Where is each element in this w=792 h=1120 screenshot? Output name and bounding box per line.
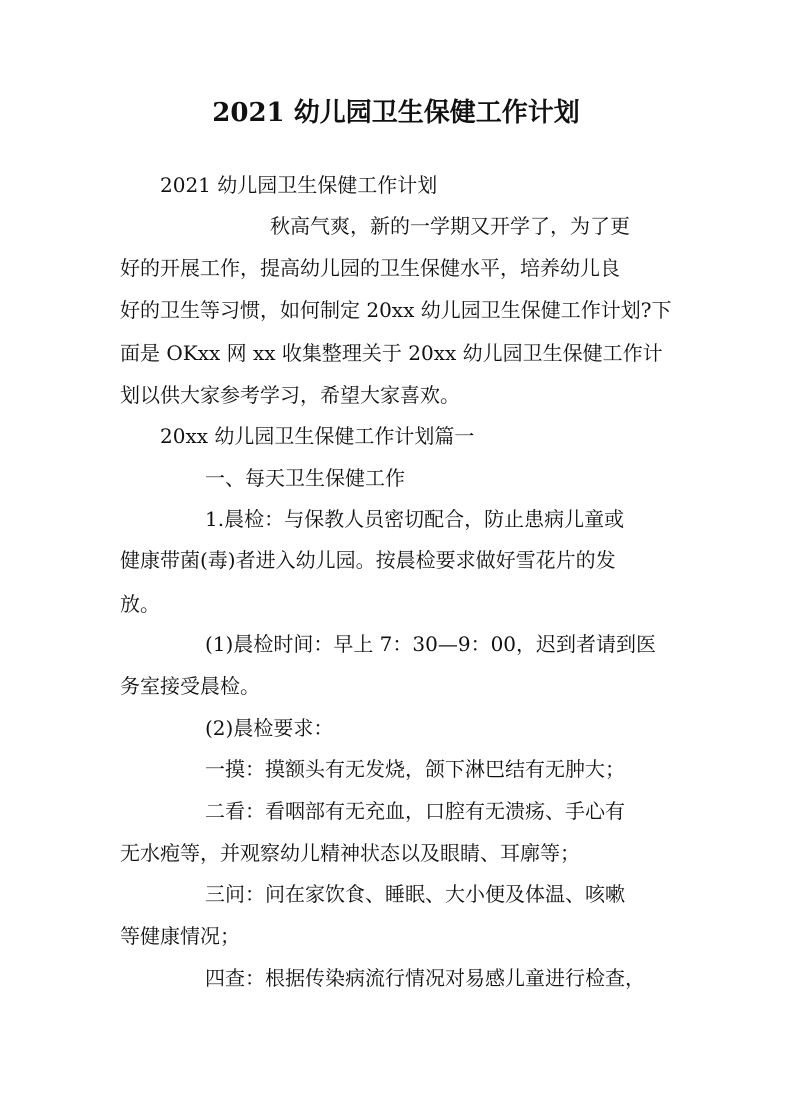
text-line: (2)晨检要求： xyxy=(205,716,334,740)
text-line: 二看：看咽部有无充血，口腔有无溃疡、手心有 xyxy=(205,799,625,823)
text-line: 一、每天卫生保健工作 xyxy=(205,466,405,490)
text-line: 好的开展工作，提高幼儿园的卫生保健水平，培养幼儿良 xyxy=(120,256,620,280)
text-line: 1.晨检：与保教人员密切配合，防止患病儿童或 xyxy=(205,507,625,531)
text-line: 放。 xyxy=(120,592,160,616)
text-line: 等健康情况； xyxy=(120,924,240,948)
text-line: 四查：根据传染病流行情况对易感儿童进行检查， xyxy=(205,966,645,990)
text-line: 2021 幼儿园卫生保健工作计划 xyxy=(160,173,438,197)
text-line: 三问：问在家饮食、睡眠、大小便及体温、咳嗽 xyxy=(205,882,625,906)
text-line: (1)晨检时间：早上 7：30—9：00，迟到者请到医 xyxy=(205,632,657,656)
text-line: 好的卫生等习惯，如何制定 20xx 幼儿园卫生保健工作计划?下 xyxy=(120,298,672,322)
document-title: 2021 幼儿园卫生保健工作计划 xyxy=(212,98,580,128)
text-line: 面是 OKxx 网 xx 收集整理关于 20xx 幼儿园卫生保健工作计 xyxy=(120,341,663,365)
text-line: 健康带菌(毒)者进入幼儿园。按晨检要求做好雪花片的发 xyxy=(120,548,616,572)
text-line: 划以供大家参考学习，希望大家喜欢。 xyxy=(120,383,460,407)
text-line: 20xx 幼儿园卫生保健工作计划篇一 xyxy=(160,424,475,448)
text-line: 无水疱等，并观察幼儿精神状态以及眼睛、耳廓等； xyxy=(120,841,580,865)
text-line: 秋高气爽，新的一学期又开学了，为了更 xyxy=(270,214,630,238)
text-line: 务室接受晨检。 xyxy=(120,674,260,698)
text-line: 一摸：摸额头有无发烧，颌下淋巴结有无肿大； xyxy=(205,757,625,781)
